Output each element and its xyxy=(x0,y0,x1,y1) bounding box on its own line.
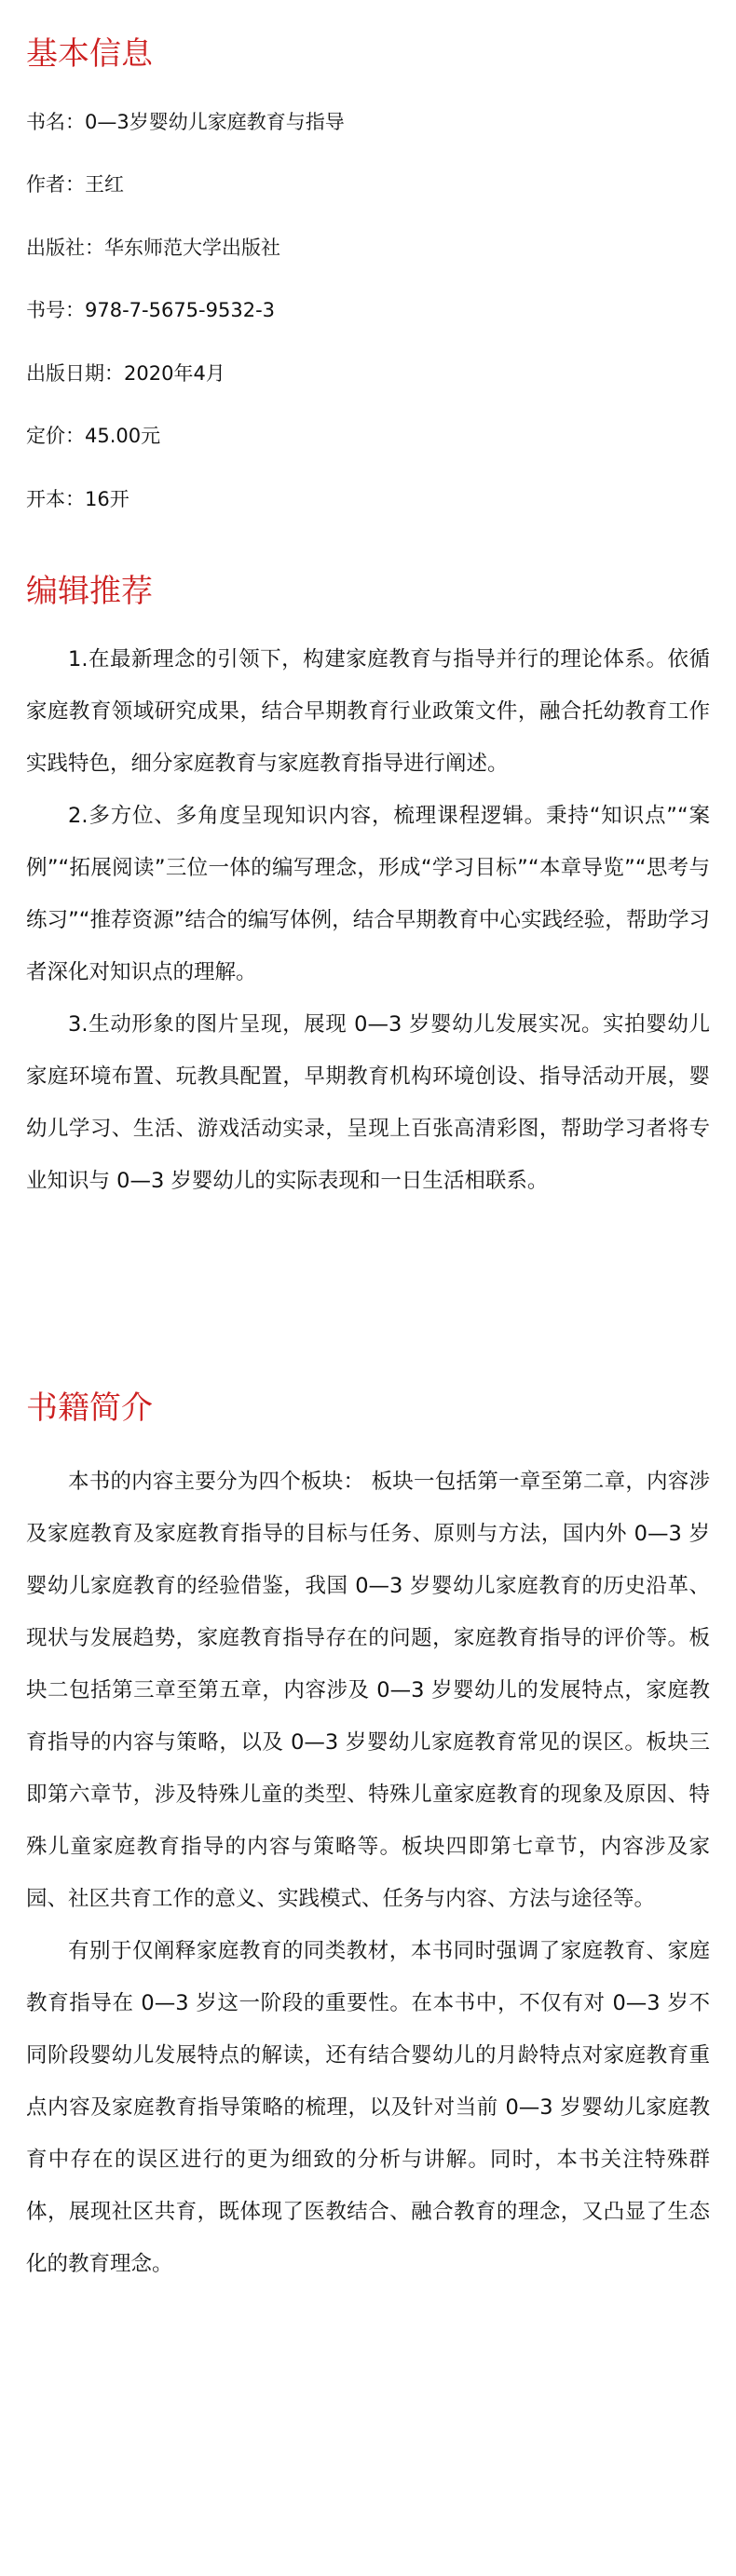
recommendation-paragraph-1: 1.在最新理念的引领下，构建家庭教育与指导并行的理论体系。依循家庭教育领域研究成果，结合早期教育行业政策文件，融合托幼教育工作实践特色，细分家庭教育与家庭教育指导进行阐述。 xyxy=(26,647,710,776)
recommendation-paragraph-2: 2.多方位、多角度呈现知识内容，梳理课程逻辑。秉持“知识点”“案例”“拓展阅读”三位一体的编写理念，形成“学习目标”“本章导览”“思考与练习”“推荐资源”结合的编写体例，结合早期教育中心实践经验，帮助学习者深化对知识点的理解。 xyxy=(26,804,710,984)
editor-recommendation-heading: 编辑推荐 xyxy=(26,573,153,610)
book-name: 书名：0—3岁婴幼儿家庭教育与指导 xyxy=(26,111,345,133)
author: 作者：王红 xyxy=(26,173,124,196)
basic-info-heading: 基本信息 xyxy=(26,35,153,73)
intro-paragraph-2: 有别于仅阐释家庭教育的同类教材，本书同时强调了家庭教育、家庭教育指导在 0—3 岁这一阶段的重要性。在本书中，不仅有对 0—3 岁不同阶段婴幼儿发展特点的解读，还有结合婴幼儿的月龄特点对家庭教育重点内容及家庭教育指导策略的梳理，以及针对当前 0—3 岁婴幼儿家庭教育中存在的误区进行的更为细致的分析与讲解。同时，本书关注特殊群体，展现社区共育，既体现了医教结合、融合教育的理念，又凸显了生态化的教育理念。 xyxy=(26,1939,710,2276)
price: 定价：45.00元 xyxy=(26,425,161,447)
editor-recommendation-body xyxy=(26,633,710,1207)
book-intro-body xyxy=(26,1456,710,2290)
publication-date: 出版日期：2020年4月 xyxy=(26,362,225,385)
book-intro-heading: 书籍简介 xyxy=(26,1390,153,1427)
isbn: 书号：978-7-5675-9532-3 xyxy=(26,299,276,321)
publisher: 出版社：华东师范大学出版社 xyxy=(26,237,280,259)
intro-paragraph-1: 本书的内容主要分为四个板块： 板块一包括第一章至第二章，内容涉及家庭教育及家庭教育指导的目标与任务、原则与方法，国内外 0—3 岁婴幼儿家庭教育的经验借鉴，我国 0—3 岁婴幼儿家庭教育的历史沿革、现状与发展趋势，家庭教育指导存在的问题，家庭教育指导的评价等。板块二包括第三章至第五章，内容涉及 0—3 岁婴幼儿的发展特点，家庭教育指导的内容与策略，以及 0—3 岁婴幼儿家庭教育常见的误区。板块三即第六章节，涉及特殊儿童的类型、特殊儿童家庭教育的现象及原因、特殊儿童家庭教育指导的内容与策略等。板块四即第七章节，内容涉及家园、社区共育工作的意义、实践模式、任务与内容、方法与途径等。 xyxy=(26,1470,710,1911)
book-format: 开本：16开 xyxy=(26,488,129,510)
recommendation-paragraph-3: 3.生动形象的图片呈现，展现 0—3 岁婴幼儿发展实况。实拍婴幼儿家庭环境布置、玩教具配置，早期教育机构环境创设、指导活动开展，婴幼儿学习、生活、游戏活动实录，呈现上百张高清彩图，帮助学习者将专业知识与 0—3 岁婴幼儿的实际表现和一日生活相联系。 xyxy=(26,1012,710,1193)
